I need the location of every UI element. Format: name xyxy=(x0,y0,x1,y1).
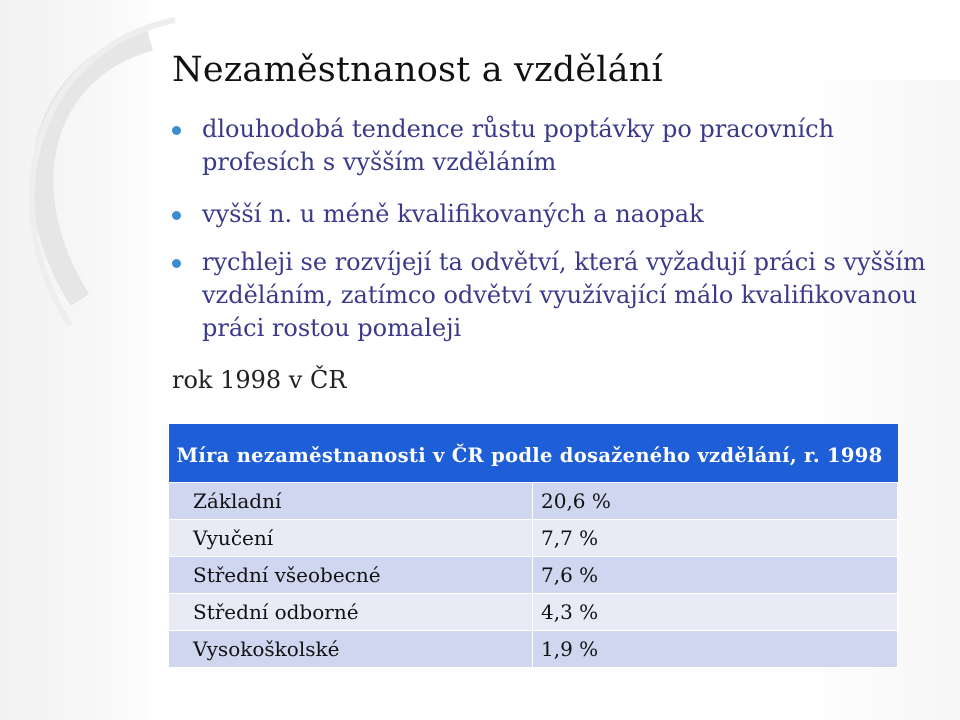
table-row-label: Střední odborné xyxy=(169,593,533,630)
table-row-value: 7,6 % xyxy=(533,556,898,593)
table-row-value: 7,7 % xyxy=(533,519,898,556)
table-row-label: Základní xyxy=(169,482,533,519)
unemployment-table xyxy=(168,424,898,668)
bullet-dot-icon xyxy=(172,259,181,268)
slide-title: Nezaměstnanost a vzdělání xyxy=(172,50,663,90)
bullet-dot-icon xyxy=(172,211,181,220)
bullet-text: vyšší n. u méně kvalifikovaných a naopak xyxy=(202,200,704,228)
table-title: Míra nezaměstnanosti v ČR podle dosaženého vzdělání, r. 1998 xyxy=(169,424,898,482)
bullet-item xyxy=(172,113,942,179)
table-row-value: 4,3 % xyxy=(533,593,898,630)
bullet-item xyxy=(172,246,942,345)
table-row-value: 20,6 % xyxy=(533,482,898,519)
table-row-label: Střední všeobecné xyxy=(169,556,533,593)
bullet-item xyxy=(172,198,942,231)
table-row xyxy=(169,482,898,519)
table-row-label: Vysokoškolské xyxy=(169,630,533,667)
bullet-text: rychleji se rozvíjejí ta odvětví, která vyžadují práci s vyšším vzděláním, zatímco odvětví využívající málo kvalifikovanou práci rostou pomaleji xyxy=(202,248,926,342)
table-row-label: Vyučení xyxy=(169,519,533,556)
table-row xyxy=(169,630,898,667)
bullet-dot-icon xyxy=(172,126,181,135)
table-header-row xyxy=(169,424,898,482)
decorative-arc xyxy=(0,0,200,330)
table-row xyxy=(169,593,898,630)
table-row xyxy=(169,519,898,556)
table-row-value: 1,9 % xyxy=(533,630,898,667)
bullet-list xyxy=(172,113,942,364)
bullet-text: dlouhodobá tendence růstu poptávky po pracovních profesích s vyšším vzděláním xyxy=(202,115,835,176)
table-row xyxy=(169,556,898,593)
year-label: rok 1998 v ČR xyxy=(172,366,347,394)
